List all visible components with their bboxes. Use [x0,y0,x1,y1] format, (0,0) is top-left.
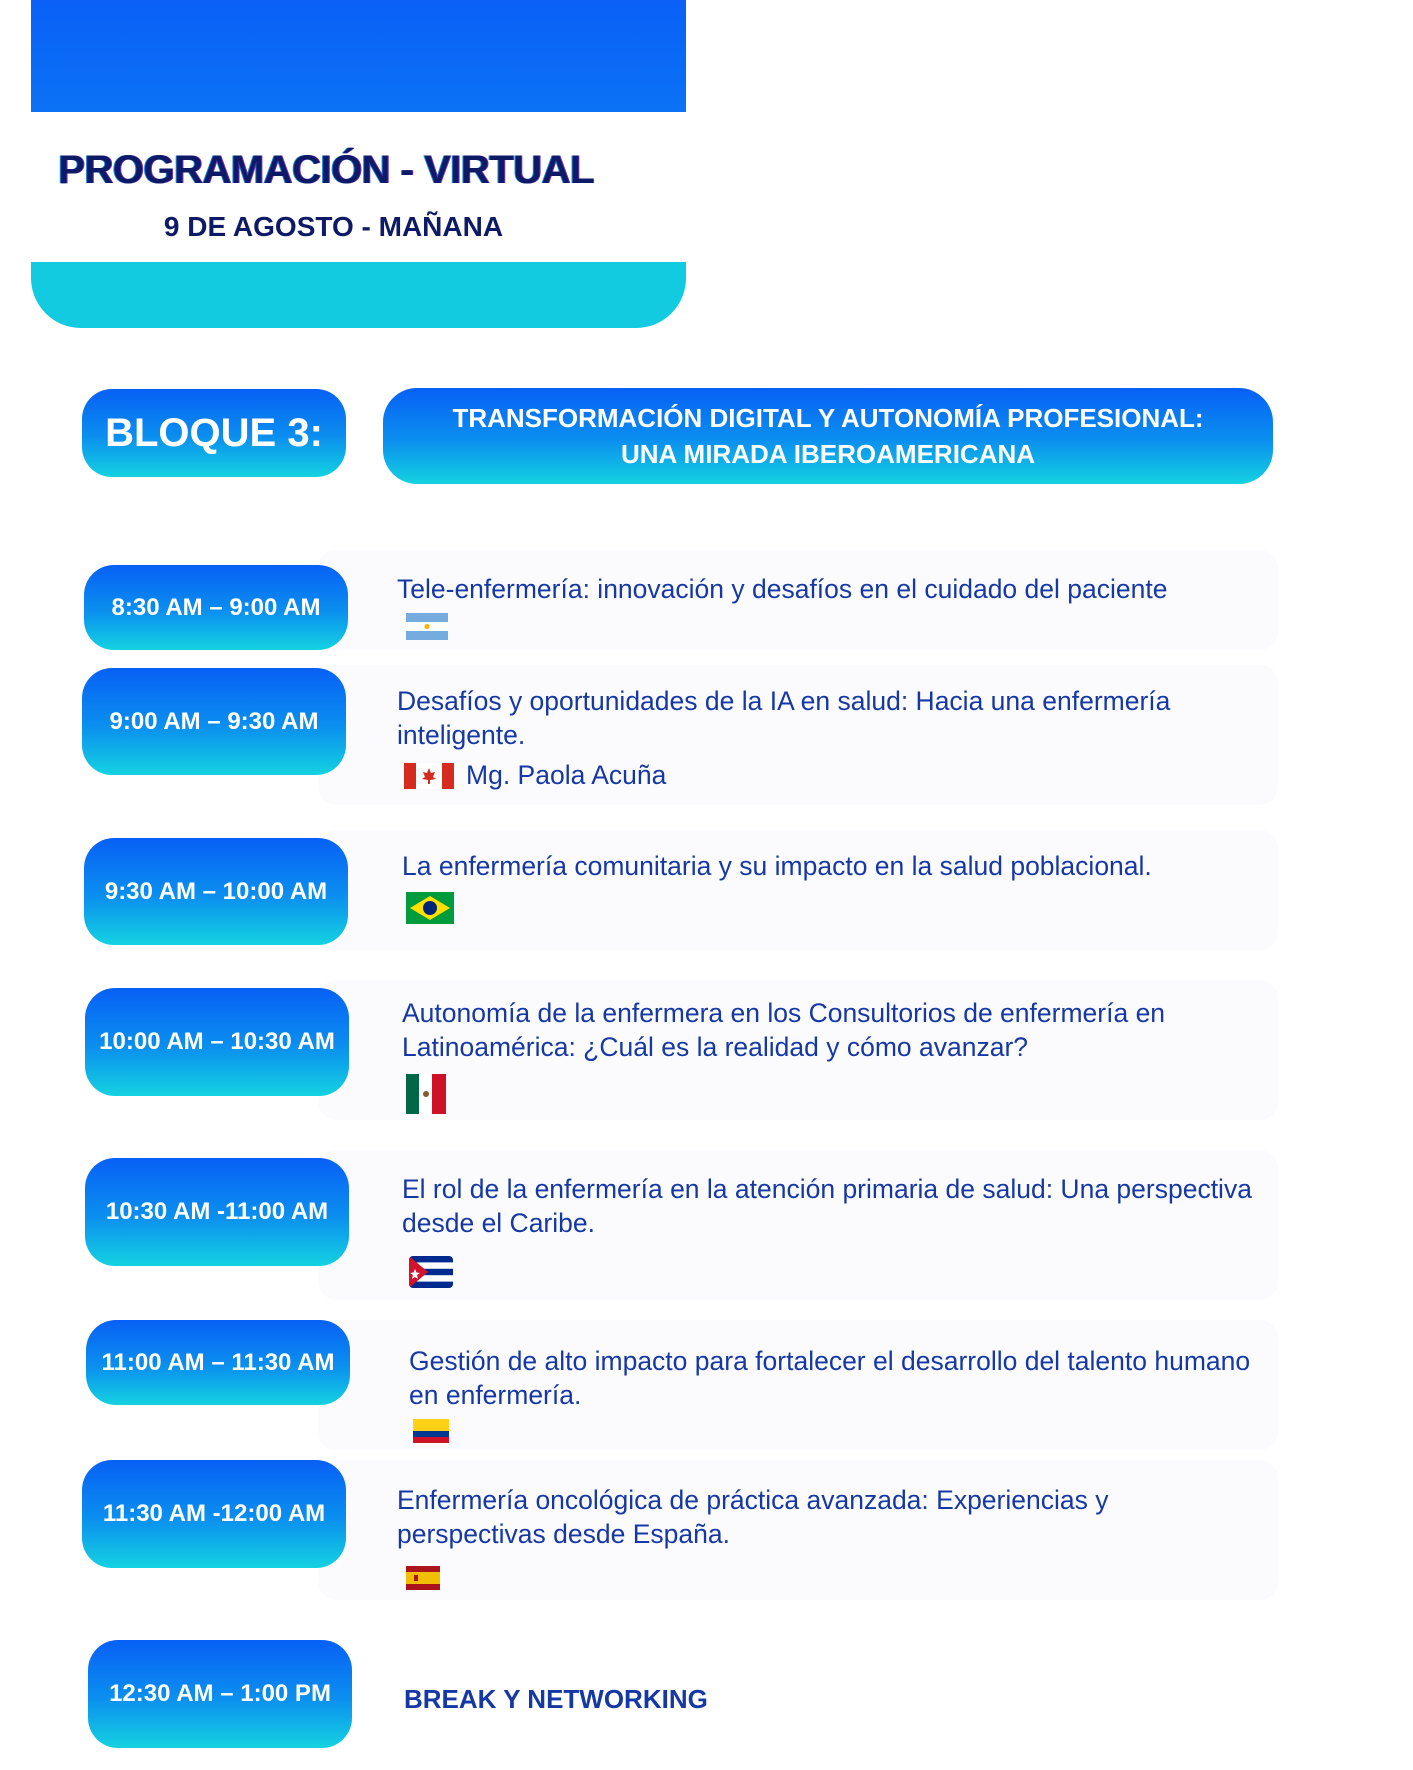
argentina-flag-icon [406,613,448,640]
session-speaker [406,613,448,640]
cuba-flag-icon [409,1256,453,1288]
break-time: 12:30 AM – 1:00 PM [88,1640,352,1748]
session-speaker [413,1419,449,1443]
colombia-flag-icon [413,1419,449,1443]
session-speaker [406,1566,440,1590]
session-time: 11:00 AM – 11:30 AM [86,1320,350,1405]
header-card [31,0,686,328]
session-time: 10:30 AM -11:00 AM [85,1158,349,1266]
session-title: La enfermería comunitaria y su impacto en la salud poblacional. [402,851,1152,881]
page-title: PROGRAMACIÓN - VIRTUAL [58,148,594,192]
session-speaker [404,760,666,791]
session-title: Tele-enfermería: innovación y desafíos en el cuidado del paciente [397,574,1168,604]
spain-flag-icon [406,1566,440,1590]
session-title: Enfermería oncológica de práctica avanzada: Experiencias y perspectivas desde España. [397,1485,1109,1549]
speaker-name: Mg. Paola Acuña [466,760,667,790]
session-speaker [409,1256,453,1288]
session-time: 8:30 AM – 9:00 AM [84,565,348,650]
mexico-flag-icon [406,1074,446,1114]
header-bottom-band [31,262,686,328]
break-label: BREAK Y NETWORKING [404,1684,708,1714]
session-time: 11:30 AM -12:00 AM [82,1460,346,1568]
session-speaker [406,1074,446,1114]
page-subtitle: 9 DE AGOSTO - MAÑANA [163,211,504,242]
block-theme: TRANSFORMACIÓN DIGITAL Y AUTONOMÍA PROFESIONAL: UNA MIRADA IBEROAMERICANA [383,388,1273,484]
session-title: Autonomía de la enfermera en los Consultorios de enfermería en Latinoamérica: ¿Cuál es la realidad y cómo avanzar? [402,998,1166,1062]
session-row-bg [318,830,1278,950]
session-time: 9:30 AM – 10:00 AM [84,838,348,945]
session-title: Gestión de alto impacto para fortalecer el desarrollo del talento humano en enfermería. [409,1346,1251,1410]
session-title: Desafíos y oportunidades de la IA en salud: Hacia una enfermería inteligente. [397,686,1171,750]
brazil-flag-icon [406,892,454,924]
header-top-band [31,0,686,112]
session-speaker [406,892,454,924]
canada-flag-icon [404,763,454,789]
session-time: 9:00 AM – 9:30 AM [82,668,346,775]
block-label: BLOQUE 3: [82,389,346,477]
session-time: 10:00 AM – 10:30 AM [85,988,349,1096]
session-title: El rol de la enfermería en la atención primaria de salud: Una perspectiva desde el Caribe. [402,1174,1252,1238]
